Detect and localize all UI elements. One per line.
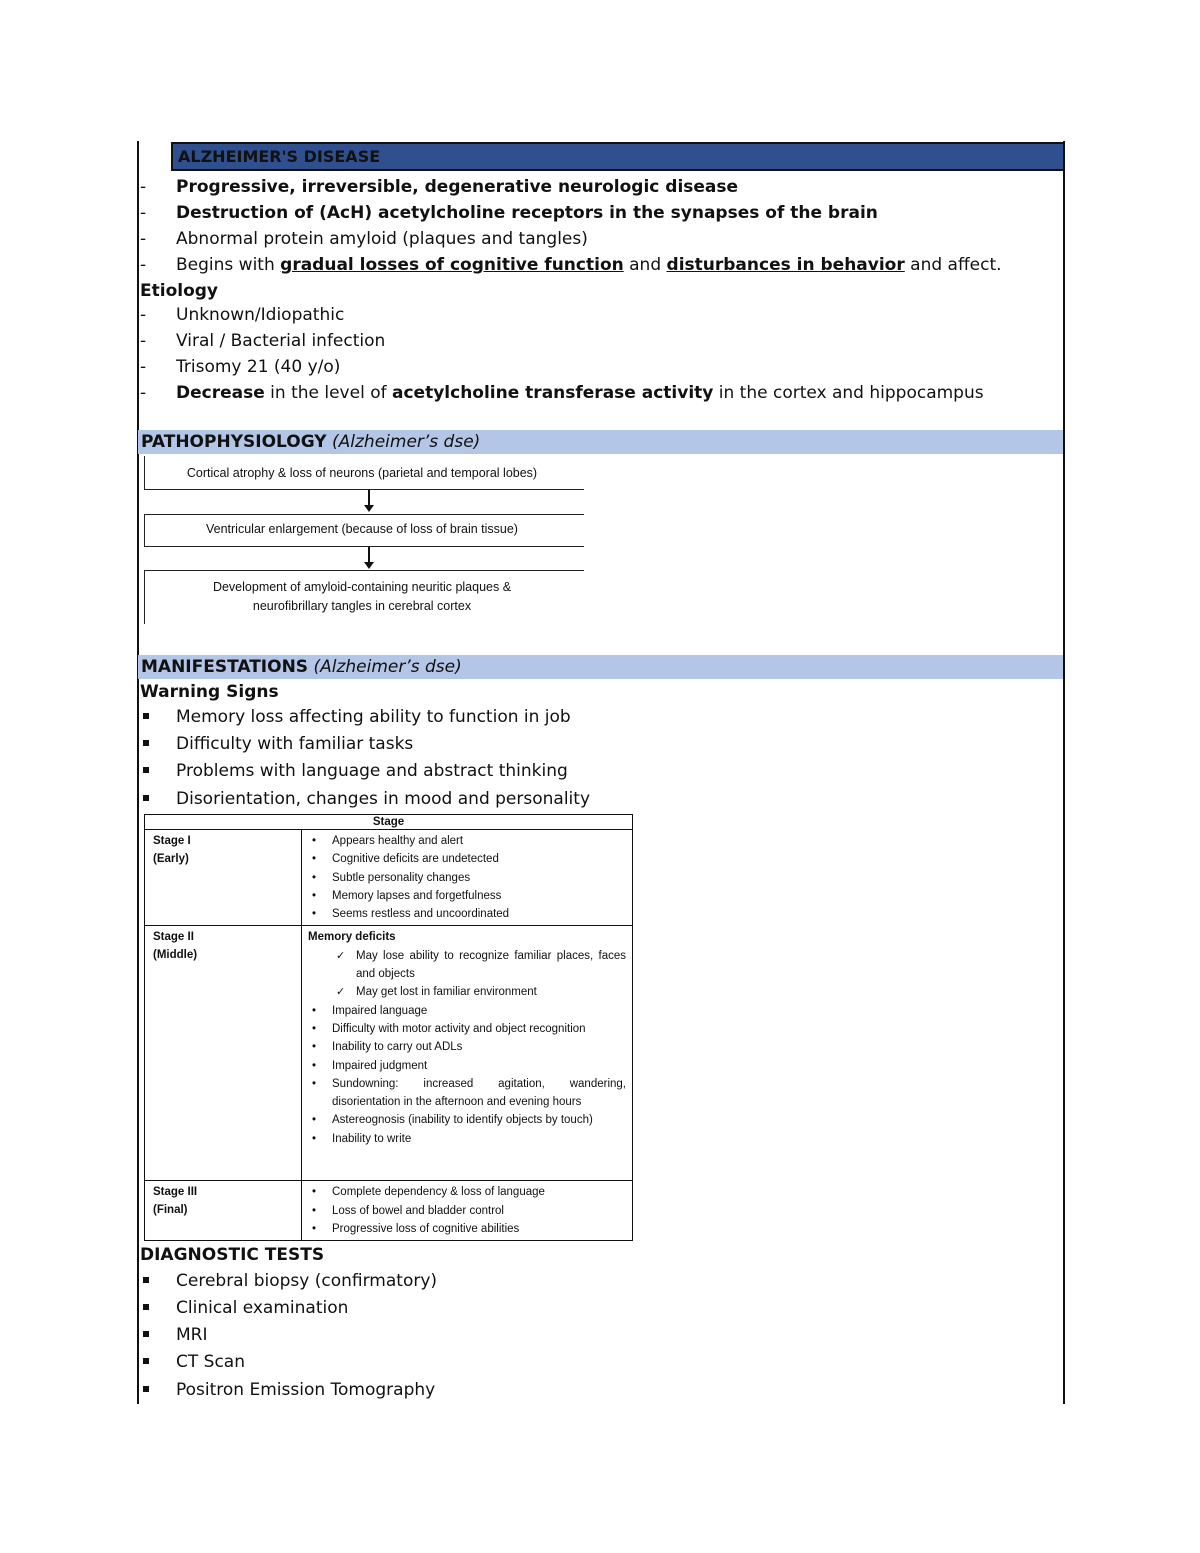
stage-3-name: Stage III (Final) [145,1181,302,1241]
flow-text-2: Ventricular enlargement (because of loss of brain tissue) [206,522,518,536]
diagnostic-heading: DIAGNOSTIC TESTS [140,1245,325,1265]
stage-3-list [308,1183,626,1238]
list-item: • Inability to carry out ADLs [308,1038,626,1056]
document-title: ALZHEIMER'S DISEASE [171,142,1065,171]
stage-2-name: Stage II (Middle) [145,926,302,1181]
table-row [145,830,633,926]
list-item: Memory deficits [308,931,396,944]
etiology-heading: Etiology [140,281,219,301]
list-item: • Difficulty with motor activity and object recognition [308,1020,626,1038]
stage-2-list [308,928,626,1001]
manifestations-heading: MANIFESTATIONS (Alzheimer’s dse) [138,655,1063,679]
stages-table [144,814,633,1241]
table-row [145,926,633,1181]
flow-text-3: Development of amyloid-containing neuritic plaques & neurofibrillary tangles in cerebral cortex [212,580,512,613]
list-item: • Appears healthy and alert [308,832,626,850]
list-item: • Impaired judgment [308,1057,626,1075]
list-item: • Impaired language [308,1002,626,1020]
flow-arrow-icon [368,547,370,563]
stage-2-list [308,1002,626,1148]
list-item: • Complete dependency & loss of language [308,1183,626,1201]
list-item: ✓ May get lost in familiar environment [308,983,626,1001]
stage-1-list [308,832,626,923]
list-item: • Loss of bowel and bladder control [308,1202,626,1220]
warning-signs-heading: Warning Signs [140,682,279,702]
list-item: • Sundowning: increased agitation, wandering, disorientation in the afternoon and evening hours [308,1075,626,1112]
flow-arrow-icon [368,490,370,506]
flow-text-1: Cortical atrophy & loss of neurons (parietal and temporal lobes) [186,466,538,480]
list-item: ✓ May lose ability to recognize familiar places, faces and objects [308,947,626,984]
list-item: • Memory lapses and forgetfulness [308,887,626,905]
stage-1-name: Stage I (Early) [145,830,302,926]
list-item: • Subtle personality changes [308,869,626,887]
list-item: • Progressive loss of cognitive abilities [308,1220,626,1238]
pathophysiology-heading: PATHOPHYSIOLOGY (Alzheimer’s dse) [138,430,1063,454]
table-row [145,1181,633,1241]
list-item: • Astereognosis (inability to identify objects by touch) [308,1111,626,1129]
stages-table-header: Stage [145,815,633,830]
list-item: • Cognitive deficits are undetected [308,850,626,868]
list-item: • Seems restless and uncoordinated [308,905,626,923]
list-item: • Inability to write [308,1130,626,1148]
